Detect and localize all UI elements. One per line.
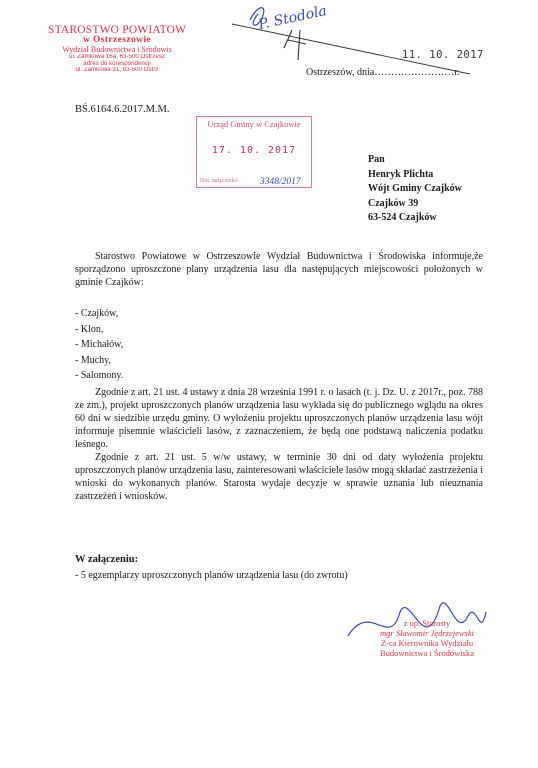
- registration-stamp-note: Dot. załącznikó: [200, 178, 238, 184]
- legal-paragraph-art21-4: Zgodnie z art. 21 ust. 4 ustawy z dnia 28 września 1991 r. o lasach (t. j. Dz. U. z 2017r., poz. 788 ze zm.), projekt uproszczonych planów urządzenia lasu wykłada się do publicznego wglądu na okres 60 dni w siedzibie urzędu gminy. O wyłożeniu projektu uproszczonych planów urządzenia lasu wójt informuje pisemnie właścicieli lasów, z zaznaczeniem, że będą one podstawą naliczenia podatku leśnego.: [75, 387, 483, 450]
- stamp-address: ul. Zamkowa 16a, 63-500 Ostrzesz: [69, 54, 165, 61]
- stamp-office-name: STAROSTWO POWIATOW: [48, 24, 186, 36]
- attachment-heading: W załączeniu:: [75, 554, 139, 565]
- registration-stamp-date: 17. 10. 2017: [211, 145, 297, 156]
- signatory-role: Z-ca Kierownika Wydziału: [380, 638, 474, 648]
- recipient-address: [368, 153, 462, 226]
- list-item: - Muchy,: [75, 354, 112, 366]
- recipient-title: Wójt Gminy Czajków: [368, 183, 462, 195]
- registration-stamp-number: 3348/2017: [260, 177, 301, 187]
- recipient-postal: 63-524 Czajków: [368, 212, 437, 224]
- signatory-department: Budownictwa i Środowiska: [380, 648, 474, 658]
- stamp-department: Wydział Budownictwa i Środowis: [62, 46, 172, 55]
- recipient-salutation: Pan: [368, 154, 385, 165]
- letter-date-line: Ostrzeszów, dnia……………………r.: [306, 67, 460, 78]
- list-item: - Czajków,: [75, 308, 119, 319]
- signature-stamp: [352, 618, 502, 658]
- registration-stamp: [196, 116, 312, 188]
- stamp-correspondence-label: adres do korespondencji: [83, 59, 151, 67]
- signature-on-behalf: z up. Starosty: [403, 618, 451, 628]
- recipient-name: Henryk Plichta: [368, 168, 434, 180]
- signature-scribble: [284, 30, 306, 60]
- list-item: - Salomony.: [75, 370, 124, 382]
- recipient-street: Czajków 39: [368, 197, 419, 209]
- signatory-name: mgr Sławomir Jędrzejewski: [380, 628, 474, 638]
- places-list: [75, 306, 123, 384]
- intro-paragraph: Starostwo Powiatowe w Ostrzeszowie Wydział Budownictwa i Środowiska informuje,że sporządzono uproszczone plany urządzenia lasu dla następujących miejscowości położonych w gminie Czajków:: [75, 251, 483, 288]
- received-date: 11. 10. 2017: [402, 49, 484, 61]
- list-item: - Michałów,: [75, 339, 124, 351]
- handwritten-assignment: P. Stodola: [257, 2, 329, 34]
- stamp-correspondence-address: ul. Zamkowa 31, 63-500 Ostrz: [75, 67, 159, 74]
- list-item: - Klon,: [75, 323, 104, 335]
- reference-number: BŚ.6164.6.2017.M.M.: [75, 104, 170, 115]
- stamp-office-city: w Ostrzeszowie: [82, 35, 152, 46]
- legal-paragraph-art21-5: Zgodnie z art. 21 ust. 5 w/w ustawy, w terminie 30 dni od daty wyłożenia projektu uproszczonych planów urządzenia lasu, zainteresowani właściciele lasów mogą składać zastrzeżenia i wnioski do wykonanych planów. Starosta wydaje decyzje w sprawie uznania lub nieuznania zastrzeżeń i wniosków.: [75, 452, 483, 502]
- attachment-item: - 5 egzemplarzy uproszczonych planów urządzenia lasu (do zwrotu): [75, 570, 348, 581]
- registration-stamp-office: Urząd Gminy w Czajkowie: [207, 119, 301, 129]
